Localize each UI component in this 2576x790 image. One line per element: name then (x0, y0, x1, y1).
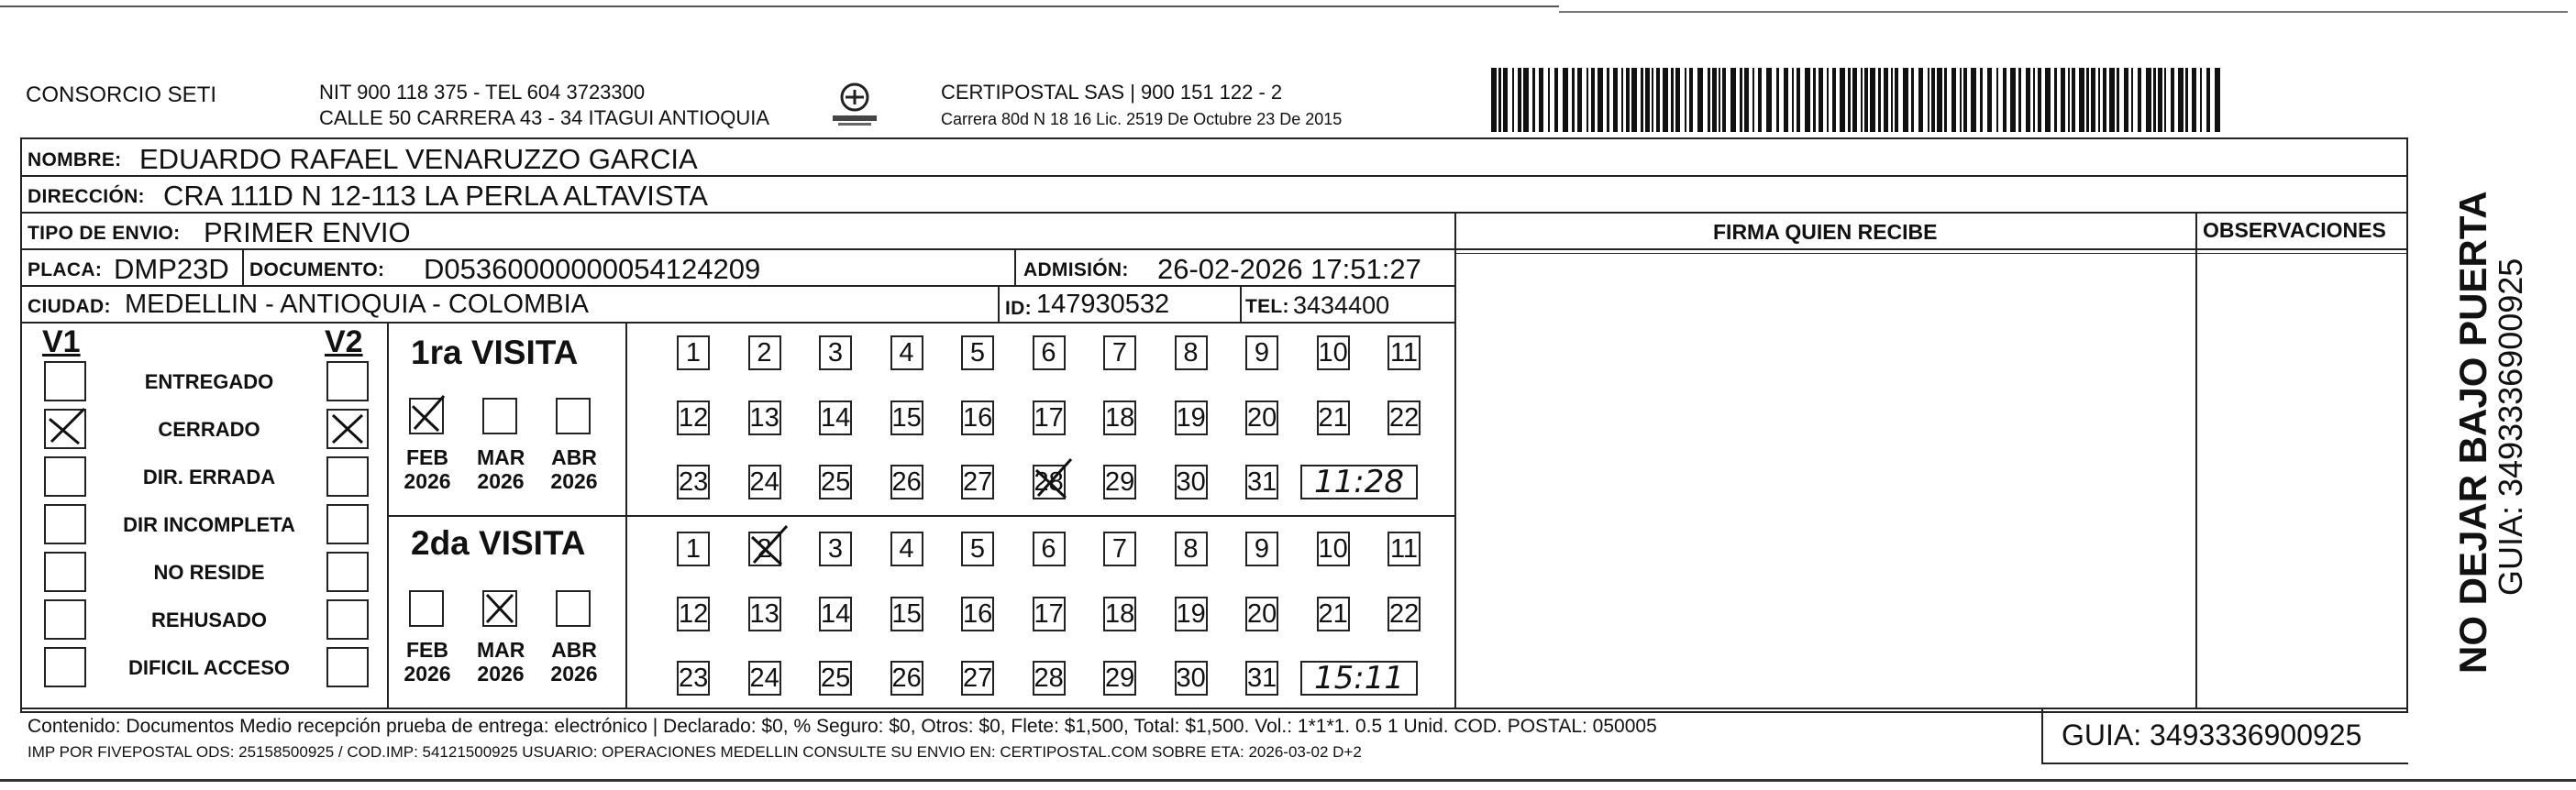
barcode-bar (1587, 68, 1588, 132)
day-box-2: 10 (1317, 532, 1350, 566)
barcode-bar (1572, 68, 1575, 132)
barcode-bar (1903, 68, 1908, 132)
day-box-1: 29 (1103, 465, 1136, 499)
col-line-id (998, 285, 1000, 322)
v2-check-mark (330, 412, 365, 445)
day-box-1: 25 (819, 465, 852, 499)
month-name-1: FEB (406, 445, 448, 469)
day-box-2: 11 (1388, 532, 1421, 566)
guia-box-bottom (2041, 763, 2408, 764)
barcode-bar (2068, 68, 2070, 132)
month-name-2: FEB (406, 638, 448, 662)
day-box-1: 1 (677, 335, 710, 370)
barcode-bar (2098, 68, 2100, 132)
barcode-bar (1607, 68, 1609, 132)
month-year-1: 2026 (550, 469, 598, 493)
nit-line: NIT 900 118 375 - TEL 604 3723300 (319, 81, 646, 104)
barcode-bar (1671, 68, 1674, 132)
guia-box-line (2041, 708, 2043, 764)
barcode-bar (2153, 68, 2156, 132)
day-box-2: 13 (748, 597, 781, 631)
visit-time-1: 11:28 (1300, 465, 1418, 499)
day-box-2: 18 (1103, 597, 1136, 631)
firma-header: FIRMA QUIEN RECIBE (1713, 220, 1938, 244)
barcode-bar (1523, 68, 1529, 132)
barcode-bar (1652, 68, 1653, 132)
company-address: CALLE 50 CARRERA 43 - 34 ITAGUI ANTIOQUIA (319, 106, 770, 129)
day-box-1: 22 (1388, 400, 1421, 435)
day-box-1: 7 (1103, 335, 1136, 370)
barcode-bar (2026, 68, 2030, 132)
v2-label: V2 (325, 324, 363, 359)
day-box-1: 27 (961, 465, 994, 499)
col-line-obs (2195, 212, 2197, 709)
day-box-1: 19 (1175, 400, 1208, 435)
barcode-bar (1663, 68, 1668, 132)
barcode-bar (1744, 68, 1749, 132)
barcode-bar (2109, 68, 2115, 132)
v1-label: V1 (42, 324, 81, 359)
footer-guia: GUIA: 3493336900925 (2062, 719, 2362, 752)
barcode-bar (1689, 68, 1693, 132)
barcode-bar (1631, 68, 1637, 132)
barcode-bar (1554, 68, 1558, 132)
direccion-label: DIRECCIÓN: (28, 186, 145, 207)
bottom-edge-line (0, 779, 2576, 782)
barcode-bar (1498, 68, 1501, 132)
ciudad-label: CIUDAD: (28, 296, 111, 317)
admision-value: 26-02-2026 17:51:27 (1157, 253, 1421, 285)
contenido-line: Contenido: Documentos Medio recepción prueba de entrega: electrónico | Declarado: $0, % Seguro: $0, Otros: $0, Flete: $1,500, Total: $1,500. Vol.: 1*1*1. 0.5 1 Unid. COD. POSTAL: 050005 (28, 716, 1657, 737)
barcode-bar (1996, 68, 1998, 132)
status-label: ENTREGADO (144, 370, 274, 393)
day-box-2: 26 (890, 661, 923, 696)
month-name-2: MAR (477, 638, 525, 662)
month-checkbox-1 (556, 398, 591, 434)
visit-time-2: 15:11 (1300, 661, 1418, 696)
barcode-bar (2018, 68, 2021, 132)
barcode-bar (1827, 68, 1829, 132)
barcode-bar (1797, 68, 1800, 132)
barcode-bar (1719, 68, 1720, 132)
month-checkbox-2 (556, 590, 591, 627)
barcode-bar (1577, 68, 1582, 132)
first-visit-title: 1ra VISITA (411, 334, 579, 371)
day-box-2: 7 (1103, 532, 1136, 566)
day-box-2: 31 (1245, 661, 1278, 696)
day-box-2: 30 (1175, 661, 1208, 696)
status-label: DIR INCOMPLETA (123, 513, 295, 536)
barcode-bar (1752, 68, 1754, 132)
day-box-2: 28 (1033, 661, 1066, 696)
month-name-1: ABR (551, 445, 597, 469)
documento-label: DOCUMENTO: (249, 259, 385, 280)
barcode-bar (2072, 68, 2075, 132)
day-box-1: 28 (1033, 465, 1066, 499)
month-name-1: MAR (477, 445, 525, 469)
barcode-bar (1697, 68, 1703, 132)
day-box-2: 16 (961, 597, 994, 631)
col-line-firma (1454, 212, 1456, 709)
barcode-bar (2003, 68, 2007, 132)
barcode-bar (2215, 68, 2220, 132)
barcode-bar (1685, 68, 1686, 132)
month-checkbox-2 (409, 590, 444, 627)
barcode-bar (1613, 68, 1618, 132)
nombre-label: NOMBRE: (28, 149, 122, 170)
tel-label: TEL: (1245, 296, 1289, 317)
barcode-bar (1626, 68, 1630, 132)
barcode-bar (2206, 68, 2210, 132)
barcode-bar (1805, 68, 1810, 132)
day-box-1: 8 (1175, 335, 1208, 370)
day-box-2: 19 (1175, 597, 1208, 631)
day-box-2: 9 (1245, 532, 1278, 566)
status-label: CERRADO (158, 418, 260, 441)
month-year-2: 2026 (477, 662, 525, 686)
status-label: DIFICIL ACCESO (127, 656, 290, 679)
day-box-1: 17 (1033, 400, 1066, 435)
no-dejar-bajo-puerta: NO DEJAR BAJO PUERTA (2451, 191, 2494, 674)
barcode-bar (1895, 68, 1898, 132)
barcode-bar (2164, 68, 2166, 132)
barcode-bar (1928, 68, 1929, 132)
day-box-2: 5 (961, 532, 994, 566)
barcode-bar (1848, 68, 1851, 132)
barcode-bar (1951, 68, 1956, 132)
day-box-1: 5 (961, 335, 994, 370)
day-box-2: 17 (1033, 597, 1066, 631)
day-box-1: 31 (1245, 465, 1278, 499)
barcode-bar (2200, 68, 2202, 132)
barcode-bar (2033, 68, 2035, 132)
month-checkbox-1 (482, 398, 517, 434)
day-box-1: 2 (748, 335, 781, 370)
barcode-bar (1503, 68, 1508, 132)
barcode-bar (1861, 68, 1863, 132)
col-line-placa (242, 248, 244, 285)
certipostal-line: CERTIPOSTAL SAS | 900 151 122 - 2 (941, 81, 1283, 104)
barcode-bar (1712, 68, 1717, 132)
month-year-1: 2026 (477, 469, 525, 493)
day-box-1: 11 (1388, 335, 1421, 370)
barcode-bar (2010, 68, 2016, 132)
recipient-address: CRA 111D N 12-113 LA PERLA ALTAVISTA (163, 180, 708, 212)
barcode-bar (1878, 68, 1881, 132)
tel-value: 3434400 (1293, 291, 1390, 319)
barcode-bar (1963, 68, 1967, 132)
day-box-1: 21 (1317, 400, 1350, 435)
status-label: REHUSADO (151, 609, 267, 631)
day-box-2: 27 (961, 661, 994, 696)
day-box-1: 13 (748, 400, 781, 435)
day-box-2: 4 (890, 532, 923, 566)
row-line (20, 175, 2408, 177)
barcode-bar (1852, 68, 1857, 132)
barcode-bar (1980, 68, 1983, 132)
barcode-bar (2146, 68, 2151, 132)
id-value: 147930532 (1036, 290, 1170, 319)
barcode-bar (1987, 68, 1992, 132)
barcode-bar (1870, 68, 1875, 132)
status-label: DIR. ERRADA (142, 466, 276, 488)
certipostal-logo (829, 79, 880, 130)
day-box-2: 3 (819, 532, 852, 566)
day-box-2: 1 (677, 532, 710, 566)
observaciones-header: OBSERVACIONES (2203, 218, 2386, 242)
month-year-2: 2026 (550, 662, 598, 686)
barcode-bar (1532, 68, 1535, 132)
barcode-bar (1832, 68, 1836, 132)
day-box-2: 24 (748, 661, 781, 696)
day-box-2: 15 (890, 597, 923, 631)
status-label: NO RESIDE (153, 561, 265, 584)
barcode-bar (1722, 68, 1726, 132)
day-box-2: 8 (1175, 532, 1208, 566)
day-box-1: 20 (1245, 400, 1278, 435)
barcode-bar (1784, 68, 1788, 132)
row-line (387, 515, 1454, 517)
barcode-bar (1708, 68, 1710, 132)
day-box-1: 4 (890, 335, 923, 370)
barcode-bar (2091, 68, 2095, 132)
v1-check-mark (48, 412, 83, 445)
col-line-tel (1240, 285, 1242, 322)
barcode-bar (1792, 68, 1794, 132)
col-line-admision (1014, 248, 1016, 285)
month-year-1: 2026 (404, 469, 451, 493)
barcode-bar (1598, 68, 1603, 132)
imp-line: IMP POR FIVEPOSTAL ODS: 25158500925 / COD.IMP: 54121500925 USUARIO: OPERACIONES MEDELLIN CONSULTE SU ENVIO EN: CERTIPOSTAL.COM SOBRE ETA: 2026-03-02 D+2 (28, 743, 1362, 761)
barcode-bar (1641, 68, 1643, 132)
barcode-bar (1656, 68, 1660, 132)
barcode-bar (1512, 68, 1514, 132)
guia-vertical: GUIA: 3493336900925 (2492, 258, 2529, 596)
top-edge-line (0, 5, 1559, 7)
day-box-1: 9 (1245, 335, 1278, 370)
day-box-2: 20 (1245, 597, 1278, 631)
day-check-mark (1034, 463, 1069, 499)
barcode-bar (1548, 68, 1550, 132)
day-box-1: 18 (1103, 400, 1136, 435)
barcode-bar (1766, 68, 1772, 132)
id-label: ID: (1005, 298, 1032, 319)
day-box-2: 23 (677, 661, 710, 696)
day-box-1: 15 (890, 400, 923, 435)
row-line (20, 248, 2408, 250)
day-box-2: 14 (819, 597, 852, 631)
placa-label: PLACA: (28, 259, 103, 280)
barcode-bar (1864, 68, 1868, 132)
barcode-bar (1563, 68, 1568, 132)
row-line (20, 212, 2408, 214)
barcode-bar (2158, 68, 2162, 132)
barcode-bar (2117, 68, 2119, 132)
barcode-bar (1960, 68, 1962, 132)
barcode-bar (1776, 68, 1779, 132)
month-name-2: ABR (551, 638, 597, 662)
day-box-1: 23 (677, 465, 710, 499)
day-box-2: 25 (819, 661, 852, 696)
day-box-1: 30 (1175, 465, 1208, 499)
barcode-bar (1840, 68, 1845, 132)
month-check-mark (484, 592, 515, 625)
barcode-bar (2079, 68, 2084, 132)
day-box-2: 2 (748, 532, 781, 566)
license-line: Carrera 80d N 18 16 Lic. 2519 De Octubre 23 De 2015 (941, 110, 1343, 128)
barcode-bar (2178, 68, 2184, 132)
barcode-bar (1911, 68, 1914, 132)
tipo-envio: PRIMER ENVIO (204, 216, 411, 248)
day-box-2: 22 (1388, 597, 1421, 631)
col-line-months (625, 322, 627, 708)
barcode-bar (1740, 68, 1742, 132)
barcode-bar (1891, 68, 1893, 132)
barcode-bar (1591, 68, 1595, 132)
day-box-2: 29 (1103, 661, 1136, 696)
barcode-bar (1758, 68, 1762, 132)
row-line (20, 322, 1454, 324)
barcode-bar (2124, 68, 2128, 132)
day-box-1: 14 (819, 400, 852, 435)
day-check-mark (750, 530, 785, 566)
barcode-bar (1944, 68, 1947, 132)
barcode-bar (1931, 68, 1935, 132)
day-box-1: 24 (748, 465, 781, 499)
barcode-bar (1491, 68, 1497, 132)
placa-value: DMP23D (114, 253, 229, 285)
recipient-name: EDUARDO RAFAEL VENARUZZO GARCIA (139, 143, 698, 175)
second-visit-title: 2da VISITA (411, 524, 586, 562)
barcode-bar (1675, 68, 1680, 132)
certipostal-logo-icon (829, 79, 880, 130)
barcode-bar (1621, 68, 1623, 132)
barcode-bar (1918, 68, 1923, 132)
barcode-bar (2054, 68, 2057, 132)
barcode-bar (2086, 68, 2089, 132)
barcode-bar (1819, 68, 1823, 132)
month-check-mark (411, 400, 442, 433)
ciudad-value: MEDELLIN - ANTIOQUIA - COLOMBIA (125, 290, 589, 319)
month-year-2: 2026 (404, 662, 451, 686)
barcode-bar (1813, 68, 1816, 132)
barcode-bar (2192, 68, 2196, 132)
barcode-bar (1730, 68, 1736, 132)
barcode-bar (2138, 68, 2141, 132)
row-line (1454, 253, 2408, 254)
day-box-1: 26 (890, 465, 923, 499)
barcode-bar (1645, 68, 1650, 132)
day-box-1: 3 (819, 335, 852, 370)
barcode-bar (2103, 68, 2106, 132)
tracking-barcode (1491, 68, 2225, 132)
day-box-1: 10 (1317, 335, 1350, 370)
barcode-bar (2038, 68, 2041, 132)
barcode-bar (2131, 68, 2133, 132)
day-box-2: 21 (1317, 597, 1350, 631)
day-box-1: 6 (1033, 335, 1066, 370)
barcode-bar (1518, 68, 1521, 132)
top-edge-line-right (1559, 11, 2568, 13)
documento-value: D05360000000054124209 (424, 253, 761, 285)
day-box-2: 6 (1033, 532, 1066, 566)
day-box-1: 12 (677, 400, 710, 435)
admision-label: ADMISIÓN: (1023, 259, 1129, 280)
barcode-bar (1937, 68, 1942, 132)
barcode-bar (1539, 68, 1543, 132)
company-name: CONSORCIO SETI (26, 82, 217, 107)
day-box-1: 16 (961, 400, 994, 435)
barcode-bar (2185, 68, 2188, 132)
barcode-bar (1971, 68, 1976, 132)
barcode-bar (1884, 68, 1888, 132)
day-box-2: 12 (677, 597, 710, 631)
tipo-envio-label: TIPO DE ENVIO: (28, 223, 181, 244)
footer-top-line (20, 708, 2408, 709)
barcode-bar (2045, 68, 2051, 132)
barcode-bar (2061, 68, 2065, 132)
barcode-bar (2171, 68, 2174, 132)
